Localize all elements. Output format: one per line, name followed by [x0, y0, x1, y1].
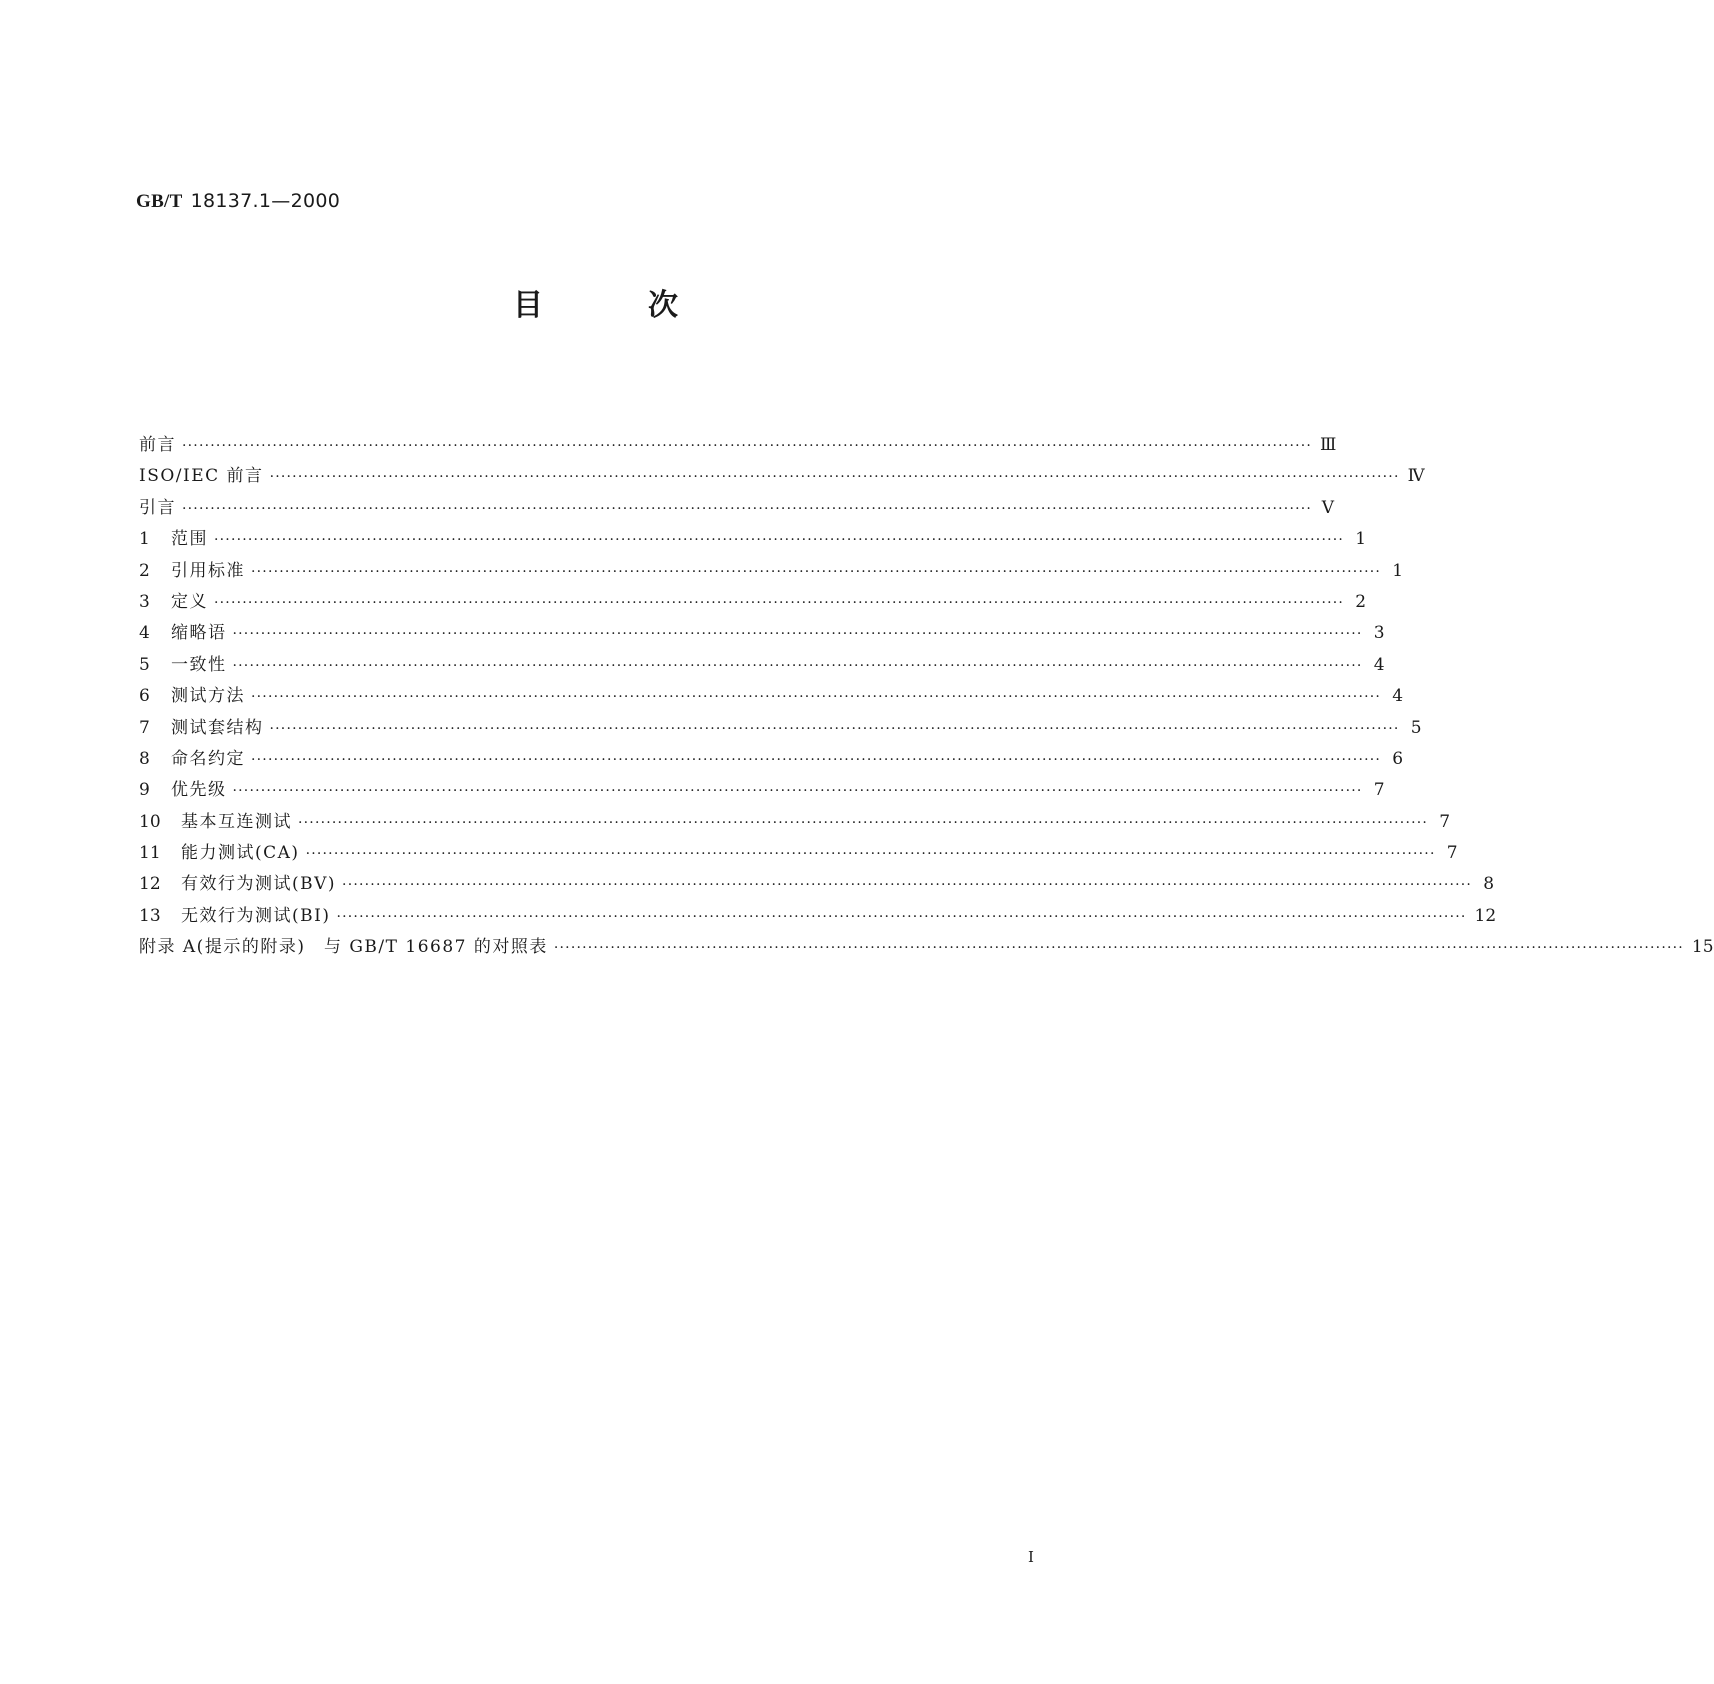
toc-entry-page: 4: [1392, 686, 1404, 707]
toc-entry-page: 7: [1439, 811, 1451, 832]
toc-entry-number: 13: [139, 905, 161, 926]
toc-entry[interactable]: [139, 713, 1422, 744]
toc-entry-label: 引用标准: [171, 560, 245, 581]
page-title: 目次: [513, 288, 783, 323]
toc-entry-label: 优先级: [171, 780, 227, 801]
toc-entry-page: 7: [1446, 843, 1458, 864]
toc-entry[interactable]: [139, 744, 1404, 775]
table-of-contents: [139, 430, 1714, 964]
toc-entry-number: 10: [139, 811, 161, 832]
toc-entry-label: 基本互连测试: [181, 811, 292, 832]
toc-entry-label: 命名约定: [171, 748, 245, 769]
toc-leader-dots: ········································································································································································································: [298, 814, 1429, 831]
toc-entry-number: 12: [139, 874, 161, 895]
toc-entry-number: 1: [139, 529, 150, 550]
toc-entry-label: 测试方法: [171, 686, 245, 707]
toc-entry-label: 无效行为测试(BI): [181, 905, 331, 926]
toc-leader-dots: ········································································································································································································: [305, 846, 1436, 863]
toc-entry[interactable]: [139, 901, 1497, 932]
toc-entry-page: 3: [1373, 623, 1385, 644]
toc-leader-dots: ········································································································································································································: [182, 500, 1313, 517]
toc-entry-page: 15: [1691, 937, 1714, 958]
toc-leader-dots: ········································································································································································································: [269, 469, 1400, 486]
toc-leader-dots: ········································································································································································································: [182, 438, 1313, 454]
toc-entry[interactable]: [139, 618, 1385, 649]
toc-entry-label: 范围: [171, 529, 208, 550]
toc-entry[interactable]: [139, 493, 1335, 524]
toc-leader-dots: ········································································································································································································: [214, 532, 1345, 549]
toc-leader-dots: ········································································································································································································: [342, 877, 1473, 894]
toc-entry-page: 8: [1483, 874, 1495, 895]
toc-entry-page: 1: [1355, 529, 1367, 550]
toc-entry[interactable]: [139, 461, 1425, 492]
toc-entry-label: 测试套结构: [171, 717, 264, 738]
toc-entry-page: 12: [1474, 905, 1497, 926]
toc-leader-dots: ········································································································································································································: [251, 751, 1382, 768]
toc-leader-dots: ········································································································································································································: [269, 720, 1400, 737]
toc-entry-label: 定义: [171, 591, 208, 612]
toc-entry[interactable]: [139, 807, 1451, 838]
toc-leader-dots: ········································································································································································································: [232, 657, 1363, 674]
toc-entry-label: ISO/IEC 前言: [139, 466, 264, 487]
toc-leader-dots: ········································································································································································································: [232, 626, 1363, 643]
toc-entry-page: 7: [1373, 780, 1385, 801]
toc-entry-label: 缩略语: [171, 623, 227, 644]
toc-entry-page: 5: [1410, 717, 1422, 738]
toc-entry-number: 8: [139, 748, 150, 769]
toc-entry-page: 6: [1392, 748, 1404, 769]
toc-leader-dots: ········································································································································································································: [336, 908, 1467, 925]
toc-entry[interactable]: [139, 587, 1367, 618]
toc-entry[interactable]: [139, 556, 1404, 587]
toc-leader-dots: ········································································································································································································: [553, 940, 1684, 957]
toc-entry-label: 有效行为测试(BV): [181, 874, 337, 895]
toc-entry-label: 附录 A(提示的附录) 与 GB/T 16687 的对照表: [139, 937, 548, 958]
toc-entry-number: 9: [139, 780, 150, 801]
toc-leader-dots: ········································································································································································································: [232, 783, 1363, 800]
toc-leader-dots: ········································································································································································································: [214, 594, 1345, 611]
toc-entry-number: 5: [139, 654, 150, 675]
toc-entry-page: 1: [1392, 560, 1404, 581]
toc-entry-page: Ⅳ: [1407, 466, 1425, 487]
toc-entry-number: 3: [139, 591, 150, 612]
toc-entry[interactable]: [139, 775, 1385, 806]
standard-code: [136, 190, 340, 213]
page-number: I: [1028, 1548, 1034, 1566]
toc-entry-number: 4: [139, 623, 150, 644]
toc-entry-page: 2: [1355, 591, 1367, 612]
toc-entry-number: 11: [139, 843, 161, 864]
toc-entry[interactable]: [139, 650, 1385, 681]
toc-entry-page: Ⅴ: [1321, 497, 1335, 518]
toc-entry[interactable]: [139, 932, 1714, 963]
toc-entry[interactable]: [139, 524, 1367, 555]
toc-entry-page: 4: [1373, 654, 1385, 675]
standard-prefix: GB/T: [136, 191, 183, 212]
toc-entry-number: 2: [139, 560, 150, 581]
toc-entry-label: 前言: [139, 435, 176, 455]
toc-leader-dots: ········································································································································································································: [251, 689, 1382, 706]
toc-entry[interactable]: [139, 681, 1404, 712]
toc-entry-label: 能力测试(CA): [181, 843, 300, 864]
toc-entry-page: Ⅲ: [1320, 435, 1337, 455]
toc-leader-dots: ········································································································································································································: [251, 563, 1382, 580]
toc-entry[interactable]: [139, 869, 1495, 900]
toc-entry[interactable]: [139, 838, 1458, 869]
toc-entry-label: 一致性: [171, 654, 227, 675]
standard-number: 18137.1—2000: [190, 190, 341, 212]
toc-entry-number: 6: [139, 686, 150, 707]
toc-entry-number: 7: [139, 717, 150, 738]
toc-entry-label: 引言: [139, 497, 176, 518]
toc-entry[interactable]: [139, 430, 1337, 461]
